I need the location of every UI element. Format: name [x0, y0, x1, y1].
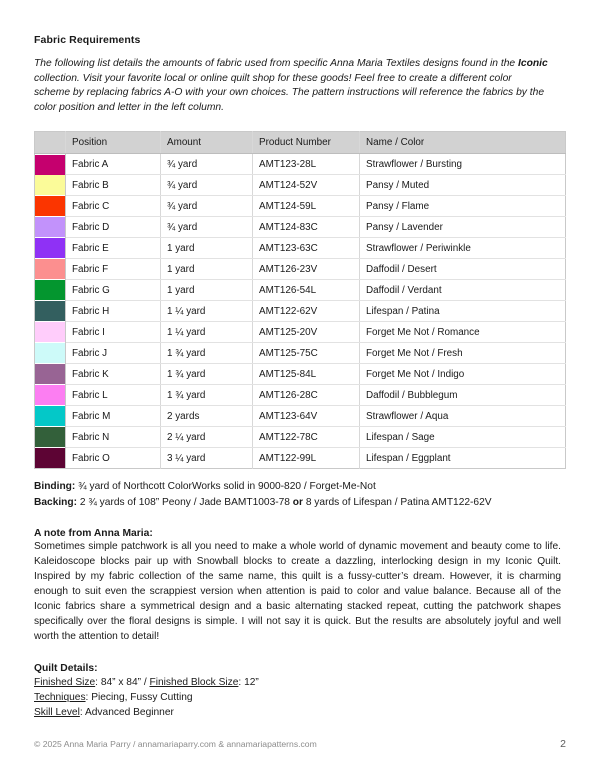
fabric-color-swatch-cell [35, 154, 66, 175]
cell-product-number: AMT122-78C [253, 427, 360, 448]
cell-position: Fabric F [66, 259, 161, 280]
table-header-row [35, 132, 566, 154]
cell-name-color: Forget Me Not / Indigo [360, 364, 566, 385]
cell-product-number: AMT126-54L [253, 280, 360, 301]
header-product-number: Product Number [253, 132, 360, 154]
fabric-color-swatch [35, 427, 65, 447]
cell-name-color: Lifespan / Eggplant [360, 448, 566, 469]
backing-or: or [292, 497, 303, 509]
cell-amount: ¾ yard [161, 196, 253, 217]
techniques-value: : Piecing, Fussy Cutting [85, 691, 193, 703]
fabric-color-swatch [35, 259, 65, 279]
note-body: Sometimes simple patchwork is all you need to make a whole world of dynamic movement and beauty come to life. Kaleidoscope blocks pair up with Snowball blocks to create a dazzling, interlocking design in my Iconic Quilt. Inspired by my fabric collection of the same name, this quilt is a fussy-cutter’s dream. However, it is charming enough to suit even the scrappiest version when attention is paid to color and value balance. Because all of the Iconic fabrics share a symmetrical design and a basic alternating stacked repeat, cutting the patchwork shapes specifically over the floral designs is simple. I will not say it is quick. But the results are absolutely joyful and well worth the attention to detail! [34, 541, 561, 642]
skill-level-line [34, 706, 566, 721]
cell-position: Fabric K [66, 364, 161, 385]
cell-amount: 3 ¼ yard [161, 448, 253, 469]
fabric-color-swatch-cell [35, 238, 66, 259]
cell-name-color: Forget Me Not / Fresh [360, 343, 566, 364]
cell-position: Fabric L [66, 385, 161, 406]
cell-position: Fabric M [66, 406, 161, 427]
fabric-color-swatch-cell [35, 427, 66, 448]
table-row [35, 196, 566, 217]
table-row [35, 217, 566, 238]
cell-amount: 1 ¾ yard [161, 364, 253, 385]
cell-product-number: AMT124-83C [253, 217, 360, 238]
fabric-color-swatch [35, 280, 65, 300]
cell-position: Fabric G [66, 280, 161, 301]
note-title: A note from Anna Maria: [34, 528, 153, 540]
cell-position: Fabric B [66, 175, 161, 196]
skill-level-value: : Advanced Beginner [79, 706, 174, 718]
table-row [35, 259, 566, 280]
cell-amount: 1 yard [161, 238, 253, 259]
backing-value-2: 8 yards of Lifespan / Patina AMT122-62V [302, 497, 492, 509]
binding-value: ¾ yard of Northcott ColorWorks solid in 9000-820 / Forget-Me-Not [75, 481, 376, 493]
fabric-color-swatch [35, 322, 65, 342]
cell-name-color: Daffodil / Verdant [360, 280, 566, 301]
table-row [35, 280, 566, 301]
finished-block-size-value: : 12” [238, 676, 259, 688]
skill-level-label: Skill Level [34, 706, 80, 718]
fabric-color-swatch [35, 238, 65, 258]
cell-product-number: AMT125-20V [253, 322, 360, 343]
fabric-color-swatch [35, 385, 65, 405]
cell-amount: 1 ¼ yard [161, 322, 253, 343]
fabric-requirements-table [34, 131, 566, 469]
fabric-color-swatch-cell [35, 364, 66, 385]
table-row [35, 343, 566, 364]
cell-position: Fabric O [66, 448, 161, 469]
techniques-line [34, 691, 566, 706]
backing-label: Backing: [34, 497, 78, 509]
cell-position: Fabric N [66, 427, 161, 448]
fabric-color-swatch [35, 364, 65, 384]
cell-position: Fabric J [66, 343, 161, 364]
cell-amount: 1 ¾ yard [161, 385, 253, 406]
binding-line [34, 479, 566, 495]
fabric-color-swatch-cell [35, 280, 66, 301]
cell-product-number: AMT122-62V [253, 301, 360, 322]
cell-name-color: Lifespan / Patina [360, 301, 566, 322]
cell-name-color: Pansy / Muted [360, 175, 566, 196]
fabric-color-swatch [35, 448, 65, 468]
binding-backing-block [34, 479, 566, 511]
cell-position: Fabric E [66, 238, 161, 259]
intro-text-part1: The following list details the amounts of fabric used from specific Anna Maria Textiles designs found in the [34, 58, 519, 69]
cell-name-color: Lifespan / Sage [360, 427, 566, 448]
note-block [34, 528, 566, 645]
cell-name-color: Strawflower / Periwinkle [360, 238, 566, 259]
quilt-details-title: Quilt Details: [34, 662, 98, 674]
header-swatch [35, 132, 66, 154]
intro-paragraph [34, 57, 550, 115]
cell-amount: 1 ¾ yard [161, 343, 253, 364]
cell-amount: ¾ yard [161, 217, 253, 238]
table-row [35, 364, 566, 385]
cell-product-number: AMT125-84L [253, 364, 360, 385]
fabric-color-swatch [35, 196, 65, 216]
fabric-color-swatch-cell [35, 196, 66, 217]
header-position: Position [66, 132, 161, 154]
intro-text-part2: collection. Visit your favorite local or online quilt shop for these goods! Feel free to create a different color scheme by replacing fabrics A-O with your own choices. The pattern instructions will reference the fabrics by the color position and letter in the left column. [34, 72, 545, 113]
table-row [35, 427, 566, 448]
cell-position: Fabric I [66, 322, 161, 343]
techniques-label: Techniques [34, 691, 86, 703]
backing-value-1: 2 ¾ yards of 108” Peony / Jade BAMT1003-78 [77, 497, 293, 509]
fabric-color-swatch-cell [35, 448, 66, 469]
fabric-color-swatch [35, 343, 65, 363]
cell-name-color: Pansy / Flame [360, 196, 566, 217]
quilt-details-block [34, 663, 566, 721]
cell-position: Fabric A [66, 154, 161, 175]
table-body [35, 154, 566, 469]
binding-label: Binding: [34, 481, 76, 493]
cell-product-number: AMT124-52V [253, 175, 360, 196]
cell-product-number: AMT123-28L [253, 154, 360, 175]
table-row [35, 238, 566, 259]
table-row [35, 406, 566, 427]
fabric-color-swatch-cell [35, 259, 66, 280]
cell-product-number: AMT124-59L [253, 196, 360, 217]
fabric-color-swatch [35, 406, 65, 426]
intro-collection-name: Iconic [518, 58, 548, 69]
finished-size-line [34, 676, 566, 691]
fabric-color-swatch-cell [35, 301, 66, 322]
cell-product-number: AMT125-75C [253, 343, 360, 364]
header-name-color: Name / Color [360, 132, 566, 154]
cell-name-color: Strawflower / Aqua [360, 406, 566, 427]
header-amount: Amount [161, 132, 253, 154]
cell-amount: 1 ¼ yard [161, 301, 253, 322]
finished-size-value: : 84” x 84” / [95, 676, 150, 688]
fabric-color-swatch [35, 301, 65, 321]
cell-product-number: AMT126-23V [253, 259, 360, 280]
table-row [35, 322, 566, 343]
fabric-color-swatch-cell [35, 385, 66, 406]
cell-amount: 1 yard [161, 280, 253, 301]
fabric-color-swatch [35, 175, 65, 195]
cell-product-number: AMT123-63C [253, 238, 360, 259]
fabric-color-swatch [35, 155, 65, 175]
fabric-color-swatch-cell [35, 217, 66, 238]
cell-position: Fabric H [66, 301, 161, 322]
cell-amount: 2 yards [161, 406, 253, 427]
cell-name-color: Daffodil / Desert [360, 259, 566, 280]
fabric-color-swatch [35, 217, 65, 237]
fabric-color-swatch-cell [35, 322, 66, 343]
table-row [35, 448, 566, 469]
page-footer [34, 738, 566, 750]
cell-product-number: AMT126-28C [253, 385, 360, 406]
cell-amount: ¾ yard [161, 154, 253, 175]
table-header [35, 132, 566, 154]
cell-amount: ¾ yard [161, 175, 253, 196]
cell-product-number: AMT123-64V [253, 406, 360, 427]
page-number: 2 [560, 738, 566, 750]
cell-position: Fabric C [66, 196, 161, 217]
cell-name-color: Daffodil / Bubblegum [360, 385, 566, 406]
copyright-text: © 2025 Anna Maria Parry / annamariaparry.com & annamariapatterns.com [34, 739, 317, 749]
finished-size-label: Finished Size [34, 676, 96, 688]
fabric-color-swatch-cell [35, 175, 66, 196]
cell-name-color: Forget Me Not / Romance [360, 322, 566, 343]
cell-amount: 1 yard [161, 259, 253, 280]
page-title: Fabric Requirements [34, 34, 141, 46]
cell-product-number: AMT122-99L [253, 448, 360, 469]
table-row [35, 301, 566, 322]
table-row [35, 385, 566, 406]
table-row [35, 154, 566, 175]
cell-name-color: Pansy / Lavender [360, 217, 566, 238]
fabric-color-swatch-cell [35, 406, 66, 427]
cell-amount: 2 ¼ yard [161, 427, 253, 448]
backing-line [34, 495, 566, 511]
table-row [35, 175, 566, 196]
cell-position: Fabric D [66, 217, 161, 238]
fabric-color-swatch-cell [35, 343, 66, 364]
cell-name-color: Strawflower / Bursting [360, 154, 566, 175]
finished-block-size-label: Finished Block Size [149, 676, 239, 688]
